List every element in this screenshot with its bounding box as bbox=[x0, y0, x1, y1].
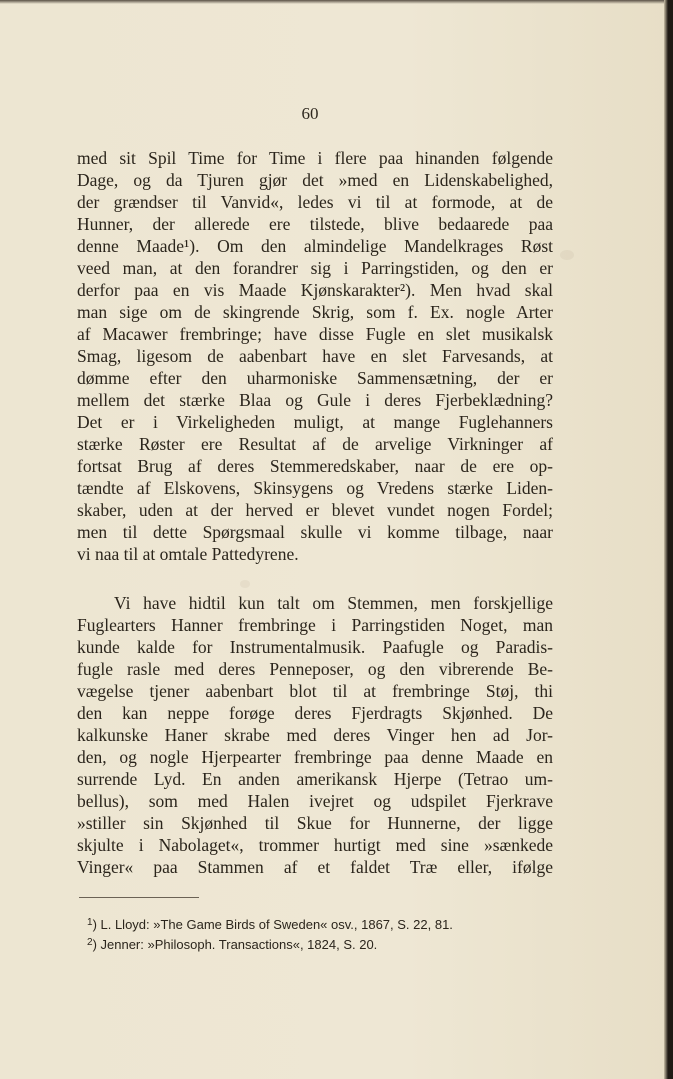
text-line: kunde kalde for Instrumentalmusik. Paafugle og Paradis- bbox=[77, 637, 553, 657]
text-line: denne Maade¹). Om den almindelige Mandelkrages Røst bbox=[77, 236, 553, 256]
text-line: tændte af Elskovens, Skinsygens og Vredens stærke Liden- bbox=[77, 478, 553, 498]
footnote-mark: 2 bbox=[87, 937, 93, 948]
page-number: 60 bbox=[301, 104, 319, 123]
text-line: vægelse tjener aabenbart blot til at frembringe Støj, thi bbox=[77, 681, 553, 701]
text-line: Hunner, der allerede ere tilstede, blive bedaarede paa bbox=[77, 214, 553, 234]
text-line: Fuglearters Hanner frembringe i Parringstiden Noget, man bbox=[77, 615, 553, 635]
text-line: stærke Røster ere Resultat af de arvelige Virkninger af bbox=[77, 434, 553, 454]
footnote-rule bbox=[79, 897, 199, 898]
text-line: man sige om de skingrende Skrig, som f. Ex. nogle Arter bbox=[77, 302, 553, 322]
text-line: den, og nogle Hjerpearter frembringe paa denne Maade en bbox=[77, 747, 553, 767]
text-line: den kan neppe forøge deres Fjerdragts Skjønhed. De bbox=[77, 703, 553, 723]
text-line: veed man, at den forandrer sig i Parringstiden, og den er bbox=[77, 258, 553, 278]
paper-stain bbox=[560, 250, 574, 260]
text-line: Dage, og da Tjuren gjør det »med en Lidenskabelighed, bbox=[77, 170, 553, 190]
text-line: Smag, ligesom de aabenbart have en slet Farvesands, at bbox=[77, 346, 553, 366]
text-line: men til dette Spørgsmaal skulle vi komme tilbage, naar bbox=[77, 522, 553, 542]
text-line: »stiller sin Skjønhed til Skue for Hunnerne, der ligge bbox=[77, 813, 553, 833]
text-line: surrende Lyd. En anden amerikansk Hjerpe (Tetrao um- bbox=[77, 769, 553, 789]
text-line: derfor paa en vis Maade Kjønskarakter²). Men hvad skal bbox=[77, 280, 553, 300]
text-line: kalkunske Haner skrabe med deres Vinger hen ad Jor- bbox=[77, 725, 553, 745]
text-line: fugle rasle med deres Penneposer, og den vibrerende Be- bbox=[77, 659, 553, 679]
text-line: skaber, uden at der herved er blevet vundet nogen Fordel; bbox=[77, 500, 553, 520]
text-line: vi naa til at omtale Pattedyrene. bbox=[77, 544, 299, 564]
page-right-edge bbox=[664, 0, 673, 1079]
text-line: af Macawer frembringe; have disse Fugle en slet musikalsk bbox=[77, 324, 553, 344]
text-line: med sit Spil Time for Time i flere paa hinanden følgende bbox=[77, 148, 553, 168]
footnote bbox=[87, 934, 377, 953]
paper-stain bbox=[240, 580, 250, 588]
text-line: Det er i Virkeligheden muligt, at mange Fuglehanners bbox=[77, 412, 553, 432]
footnote bbox=[87, 914, 453, 933]
footnote-mark: 1 bbox=[87, 917, 93, 928]
text-line: skjulte i Nabolaget«, trommer hurtigt med sine »sænkede bbox=[77, 835, 553, 855]
text-line: der grændser til Vanvid«, ledes vi til at formode, at de bbox=[77, 192, 553, 212]
footnote-text: ) Jenner: »Philosoph. Transactions«, 1824, S. 20. bbox=[92, 937, 378, 952]
text-line: mellem det stærke Blaa og Gule i deres Fjerbeklædning? bbox=[77, 390, 553, 410]
text-line: Vi have hidtil kun talt om Stemmen, men forskjellige bbox=[114, 593, 553, 613]
footnote-text: ) L. Lloyd: »The Game Birds of Sweden« osv., 1867, S. 22, 81. bbox=[92, 917, 453, 932]
text-line: Vinger« paa Stammen af et faldet Træ eller, ifølge bbox=[77, 857, 553, 877]
text-line: bellus), som med Halen ivejret og udspilet Fjerkrave bbox=[77, 791, 553, 811]
text-line: fortsat Brug af deres Stemmeredskaber, naar de ere op- bbox=[77, 456, 553, 476]
text-line: dømme efter den uharmoniske Sammensætning, der er bbox=[77, 368, 553, 388]
page-top-shadow bbox=[0, 0, 673, 4]
